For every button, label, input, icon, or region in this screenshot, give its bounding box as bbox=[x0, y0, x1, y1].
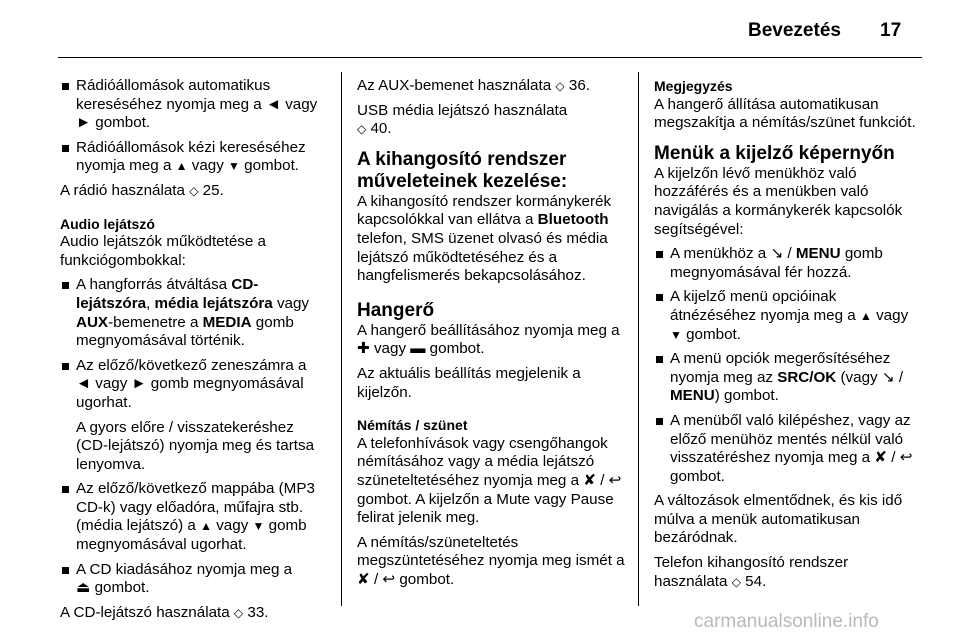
eject-icon: ⏏ bbox=[76, 579, 91, 597]
column-2 bbox=[357, 77, 625, 595]
up-arrow-icon: ▲ bbox=[859, 308, 872, 323]
paragraph: USB média lejátszó használata ◇ 40. bbox=[357, 101, 568, 138]
list-item: A menü opciók megerősítéséhez nyomja meg az SRC/OK (vagy ↘ / MENU) gombot. bbox=[654, 350, 924, 406]
page-ref-icon: ◇ bbox=[731, 574, 741, 589]
list-item: Rádióállomások automatikus kereséséhez nyomja meg a ◄ vagy ► gombot. bbox=[60, 77, 325, 133]
paragraph: A CD-lejátszó használata ◇ 33. bbox=[60, 603, 269, 621]
paragraph: Audio lejátszók működtetése a funkciógombokkal: bbox=[60, 233, 266, 269]
list-item: Az előző/következő mappába (MP3 CD-k) vagy előadóra, műfajra stb. (média lejátszó) a ▲ vagy ▼ gomb megnyomásával ugorhat. bbox=[60, 480, 325, 554]
subheading-mute: Némítás / szünet bbox=[357, 417, 468, 434]
page-header-title: Bevezetés bbox=[748, 20, 841, 41]
list-item: Rádióállomások kézi kereséséhez nyomja meg a ▲ vagy ▼ gombot. bbox=[60, 139, 325, 176]
paragraph: Az aktuális beállítás megjelenik a kijelzőn. bbox=[357, 364, 581, 401]
header-rule bbox=[58, 57, 922, 58]
heading-handsfree: A kihangosító rendszer műveleteinek kezelése: bbox=[357, 148, 568, 192]
mute-icon: ✘ bbox=[874, 449, 888, 467]
down-arrow-icon: ▼ bbox=[228, 159, 240, 174]
column-divider-2 bbox=[638, 72, 639, 606]
heading-menus: Menük a kijelző képernyőn bbox=[654, 142, 895, 164]
note-text: A hangerő állítása automatikusan megszakítja a némítás/szünet funkciót. bbox=[654, 95, 916, 132]
page-number: 17 bbox=[880, 20, 902, 41]
column-3 bbox=[654, 77, 924, 597]
page-ref-icon: ◇ bbox=[189, 183, 199, 198]
down-arrow-icon: ▼ bbox=[252, 519, 265, 534]
mute-icon: ✘ bbox=[583, 471, 596, 489]
down-arrow-icon: ▼ bbox=[670, 327, 682, 342]
paragraph: A hangerő beállításához nyomja meg a ✚ vagy ▬ gombot. bbox=[357, 321, 620, 358]
list-item: A menükhöz a ↘ / MENU gomb megnyomásával fér hozzá. bbox=[654, 245, 924, 282]
minus-icon: ▬ bbox=[410, 340, 426, 358]
column-divider-1 bbox=[341, 72, 342, 606]
paragraph: A némítás/szüneteltetés megszüntetéséhez nyomja meg ismét a ✘ / ↩ gombot. bbox=[357, 533, 625, 588]
watermark: carmanualsonline.info bbox=[694, 611, 879, 632]
paragraph: A kijelzőn lévő menükhöz való hozzáférés és a menükben való navigálás a kormánykerék kapcsolók segítségével: bbox=[654, 164, 903, 238]
page-ref-icon: ◇ bbox=[357, 122, 367, 137]
paragraph: Az AUX-bemenet használata ◇ 36. bbox=[357, 77, 591, 94]
paragraph: A telefonhívások vagy csengőhangok némításához vagy a média lejátszó szüneteltetéséhez nyomja meg a ✘ / ↩ gombot. A kijelzőn a Mute vagy Pause felirat jelenik meg. bbox=[357, 434, 622, 527]
paragraph: A rádió használata ◇ 25. bbox=[60, 181, 224, 199]
mute-icon: ✘ bbox=[357, 570, 370, 588]
back-icon: ↩ bbox=[608, 471, 622, 489]
heading-volume: Hangerő bbox=[357, 299, 435, 321]
back-icon: ↩ bbox=[382, 570, 396, 588]
paragraph: Telefon kihangosító rendszer használata ◇ 54. bbox=[654, 554, 849, 590]
up-arrow-icon: ▲ bbox=[175, 159, 188, 174]
back-icon: ↩ bbox=[899, 449, 913, 467]
paragraph: A változások elmentődnek, és kis idő múlva a menük automatikusan bezáródnak. bbox=[654, 492, 903, 547]
list-item: Az előző/következő zeneszámra a ◄ vagy ► gomb megnyomásával ugorhat. bbox=[60, 357, 325, 413]
menu-icon: ↘ bbox=[770, 245, 784, 263]
list-item: A kijelző menü opcióinak átnézéséhez nyomja meg a ▲ vagy ▼ gombot. bbox=[654, 288, 924, 344]
paragraph: A kihangosító rendszer kormánykerék kapcsolókkal van ellátva a Bluetooth telefon, SMS üzenet olvasó és média lejátszó működtetéséhez és a hangfelismerés bekapcsolásához. bbox=[357, 192, 612, 285]
plus-icon: ✚ bbox=[357, 340, 370, 358]
note-title: Megjegyzés bbox=[654, 78, 733, 94]
list-item: A CD kiadásához nyomja meg a ⏏ gombot. bbox=[60, 561, 325, 598]
page-ref-icon: ◇ bbox=[233, 605, 244, 620]
page-ref-icon: ◇ bbox=[555, 79, 565, 93]
column-1 bbox=[60, 77, 325, 628]
menu-icon: ↘ bbox=[881, 368, 895, 386]
up-arrow-icon: ▲ bbox=[200, 519, 212, 534]
list-item-continuation: A gyors előre / visszatekeréshez (CD-lejátszó) nyomja meg és tartsa lenyomva. bbox=[76, 418, 315, 473]
subheading-audio-player: Audio lejátszó bbox=[60, 215, 155, 232]
list-item: A menüből való kilépéshez, vagy az előző menühöz mentés nélkül való visszatéréshez nyomja meg a ✘ / ↩ gombot. bbox=[654, 412, 924, 486]
list-item: A hangforrás átváltása CD-lejátszóra, média lejátszóra vagy AUX-bemenetre a MEDIA gomb megnyomásával történik. bbox=[60, 276, 325, 350]
